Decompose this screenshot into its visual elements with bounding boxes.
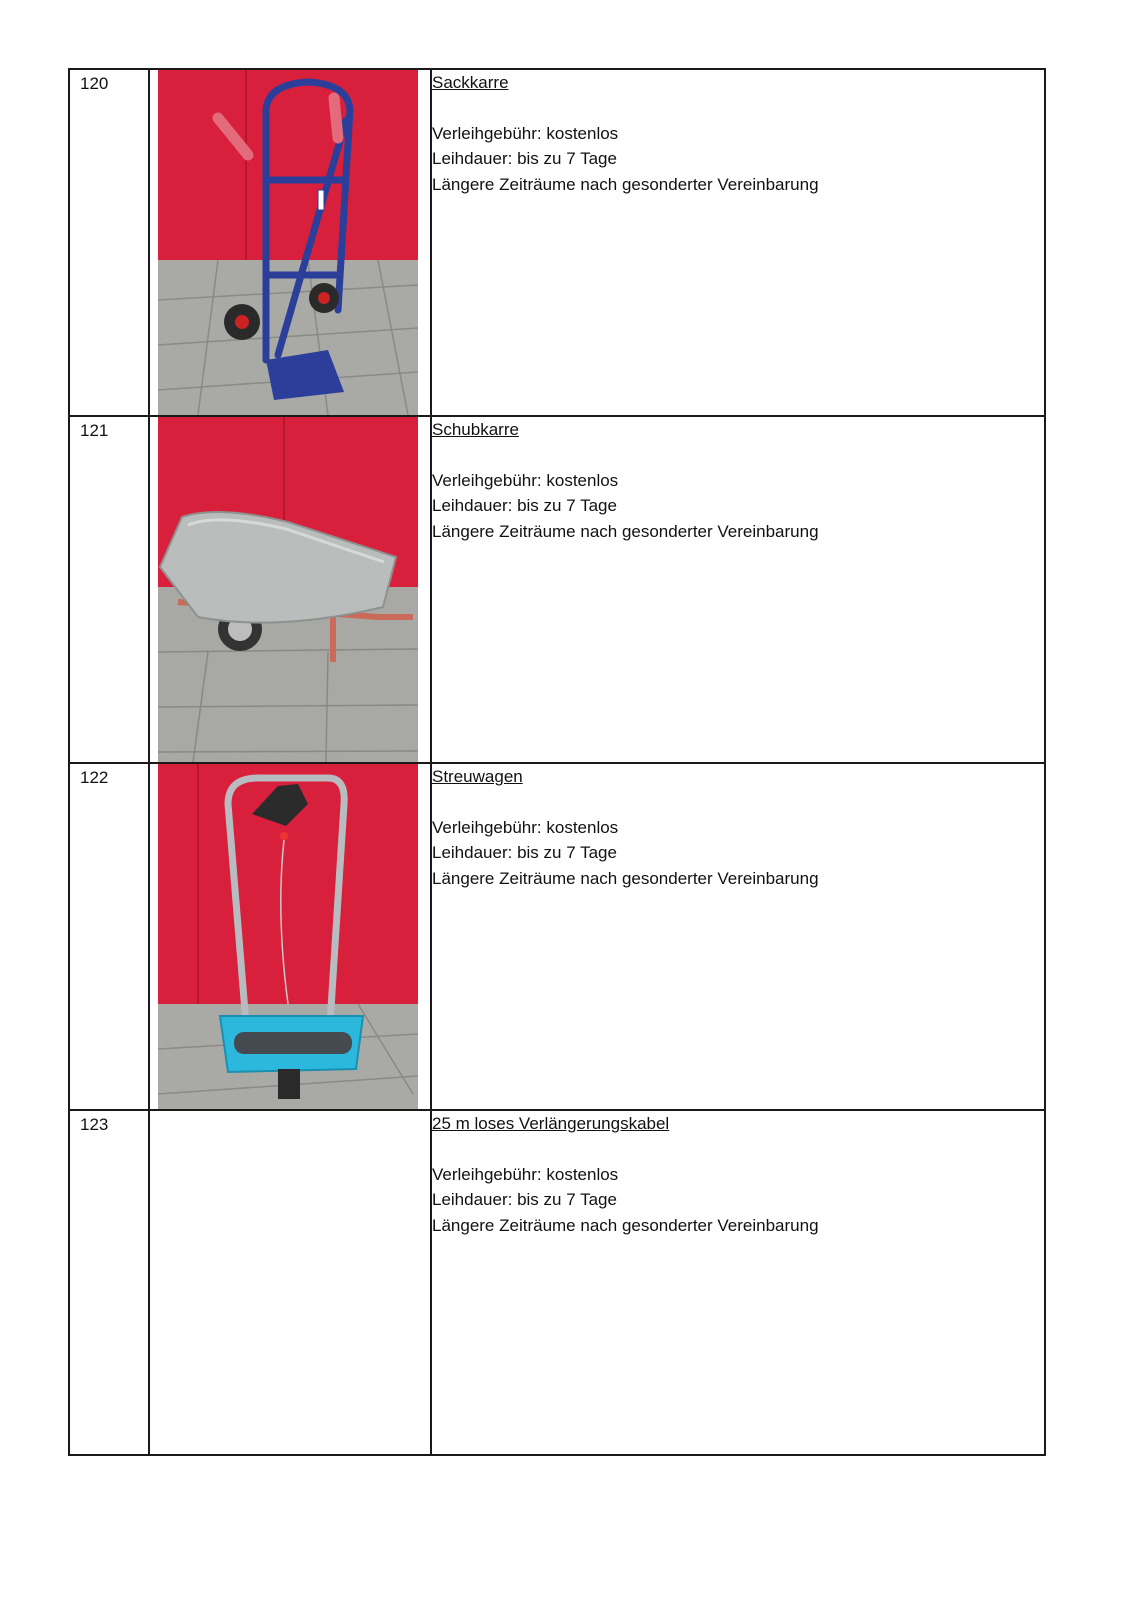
item-duration: Leihdauer: bis zu 7 Tage (432, 496, 617, 515)
item-description-cell (431, 416, 1045, 763)
item-photo-cell-empty (149, 1110, 431, 1455)
item-duration: Leihdauer: bis zu 7 Tage (432, 1190, 617, 1209)
table-row (69, 1110, 1045, 1455)
table-row (69, 763, 1045, 1110)
item-number-cell (69, 69, 149, 416)
item-title: Sackkarre (432, 73, 509, 92)
item-note: Längere Zeiträume nach gesonderter Vereinbarung (432, 521, 819, 541)
spreader-photo (158, 764, 418, 1109)
item-title: Streuwagen (432, 767, 523, 786)
item-number-cell (69, 416, 149, 763)
wheelbarrow-photo (158, 417, 418, 762)
item-number-cell (69, 1110, 149, 1455)
item-duration: Leihdauer: bis zu 7 Tage (432, 149, 617, 168)
table-row (69, 69, 1045, 416)
item-description-cell (431, 69, 1045, 416)
item-description-cell (431, 1110, 1045, 1455)
item-photo-cell (149, 416, 431, 763)
hand-truck-photo (158, 70, 418, 415)
item-description-cell (431, 763, 1045, 1110)
item-fee: Verleihgebühr: kostenlos (432, 470, 619, 490)
item-fee: Verleihgebühr: kostenlos (432, 1164, 619, 1184)
item-duration: Leihdauer: bis zu 7 Tage (432, 843, 617, 862)
item-title: Schubkarre (432, 420, 519, 439)
item-photo-cell (149, 69, 431, 416)
table-row (69, 416, 1045, 763)
item-title: 25 m loses Verlängerungskabel (432, 1114, 670, 1133)
item-fee: Verleihgebühr: kostenlos (432, 817, 619, 837)
item-note: Längere Zeiträume nach gesonderter Vereinbarung (432, 1215, 819, 1235)
item-number-cell (69, 763, 149, 1110)
item-number: 121 (80, 421, 109, 440)
item-note: Längere Zeiträume nach gesonderter Vereinbarung (432, 174, 819, 194)
item-number: 123 (80, 1115, 109, 1134)
item-number: 122 (80, 768, 109, 787)
item-photo-cell (149, 763, 431, 1110)
item-fee: Verleihgebühr: kostenlos (432, 123, 619, 143)
item-number: 120 (80, 74, 109, 93)
item-note: Längere Zeiträume nach gesonderter Vereinbarung (432, 868, 819, 888)
rental-items-table (68, 68, 1046, 1456)
